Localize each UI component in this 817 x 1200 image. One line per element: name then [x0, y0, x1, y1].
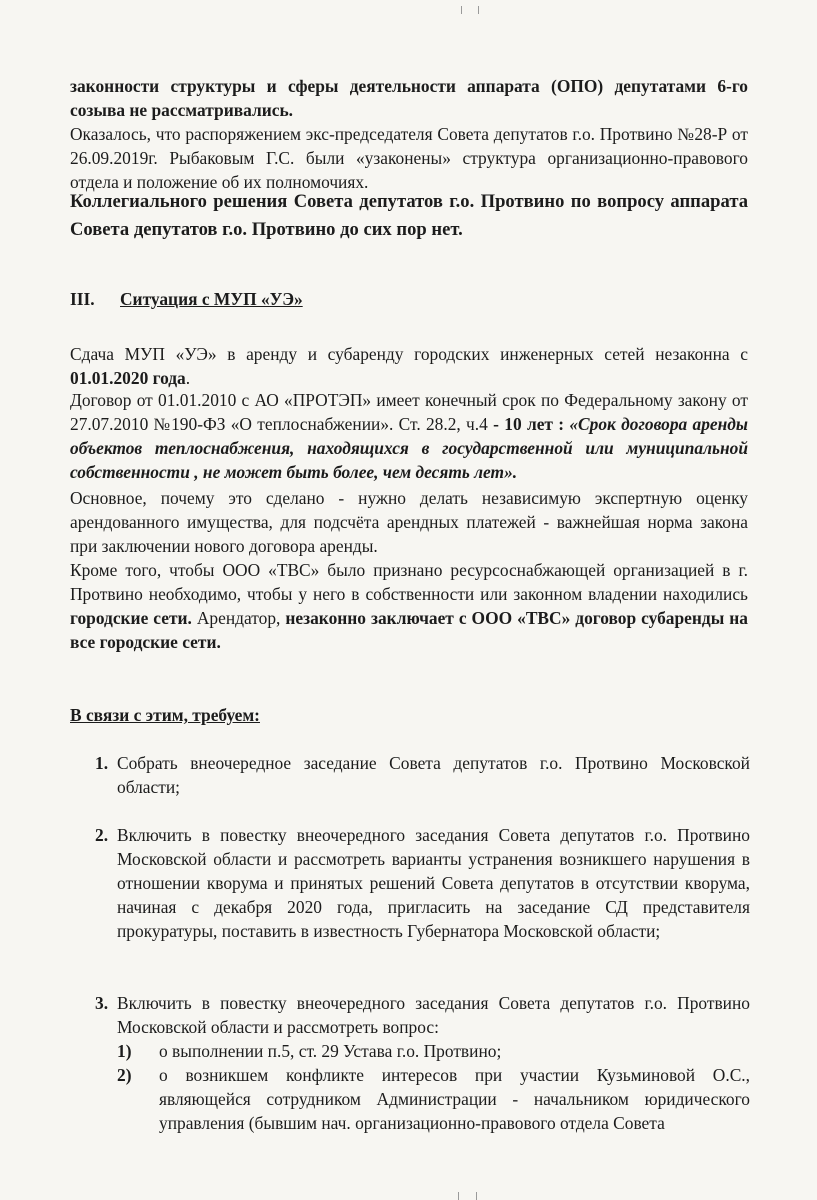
item-text: Включить в повестку внеочередного заседания Совета депутатов г.о. Протвино Московской области и рассмотреть вопрос:: [117, 993, 750, 1037]
item-text: Включить в повестку внеочередного заседания Совета депутатов г.о. Протвино Московской области и рассмотреть варианты устранения возникшего нарушения в отношении кворума и принятых решений Совета депутатов в отсутствии кворума, начиная с декабря 2020 года, пригласить на заседание СД представителя прокуратуры, поставить в известность Губернатора Московской области;: [117, 825, 750, 941]
demand-subitem: [117, 1063, 750, 1135]
paragraph-text: Сдача МУП «УЭ» в аренду и субаренду городских инженерных сетей незаконна с: [70, 344, 748, 364]
scan-mark: [478, 6, 479, 14]
paragraph-tvs: [70, 558, 748, 654]
paragraph-text: Договор от 01.01.2010 с АО «ПРОТЭП» имеет конечный срок по Федеральному закону от 27.07.2010 №190-ФЗ «О теплоснабжении». Ст. 28.2, ч.4: [70, 390, 748, 434]
paragraph-lease-illegal: [70, 342, 748, 390]
item-number: 3.: [95, 993, 109, 1013]
bold-term: - 10 лет :: [493, 414, 570, 434]
bold-city-networks: городские сети.: [70, 608, 192, 628]
law-quote: «Срок договора аренды объектов теплоснабжения, находящихся в государственной или муниципальной собственности , не может быть более, чем десять лет».: [70, 414, 748, 482]
paragraph-text: Оказалось, что распоряжением экс-председателя Совета депутатов г.о. Протвино №28-Р от 26.09.2019г. Рыбаковым Г.С. были «узаконены» структура организационно-правового отдела и положение об их полномочиях.: [70, 124, 748, 192]
item-number: 2.: [95, 825, 109, 845]
paragraph-bold-lead: законности структуры и сферы деятельности аппарата (ОПО) депутатами 6-го созыва не рассматривались.: [70, 76, 748, 120]
paragraph-rybakov-order: [70, 122, 748, 194]
scan-mark: [461, 6, 462, 14]
paragraph-protep-contract: [70, 388, 748, 484]
item-text: Собрать внеочередное заседание Совета депутатов г.о. Протвино Московской области;: [117, 753, 750, 797]
section-heading: [70, 289, 303, 310]
subitem-text: о выполнении п.5, ст. 29 Устава г.о. Протвино;: [159, 1041, 502, 1061]
demands-title: В связи с этим, требуем:: [70, 705, 260, 725]
demand-subitem: [117, 1039, 750, 1063]
demand-item: [95, 751, 750, 799]
section-title: Ситуация с МУП «УЭ»: [120, 289, 303, 309]
section-number: III.: [70, 289, 95, 309]
paragraph-tail: .: [185, 368, 191, 388]
item-number: 1.: [95, 753, 109, 773]
subitem-number: 2): [117, 1065, 132, 1085]
paragraph-bold-text: Коллегиального решения Совета депутатов г.о. Протвино по вопросу аппарата Совета депутатов г.о. Протвино до сих пор нет.: [70, 191, 748, 240]
paragraph-text: Основное, почему это сделано - нужно делать независимую экспертную оценку арендованного имущества, для подсчёта арендных платежей - важнейшая норма закона при заключении нового договора аренды.: [70, 488, 748, 556]
paragraph-no-decision: [70, 188, 748, 244]
paragraph-mid: Арендатор,: [191, 608, 286, 628]
paragraph-text: Кроме того, чтобы ООО «ТВС» было признано ресурсоснабжающей организацией в г. Протвино необходимо, чтобы у него в собственности или законном владении находились: [70, 560, 748, 604]
scan-mark: [458, 1192, 459, 1200]
paragraph-opo-review: [70, 74, 748, 122]
scan-mark: [476, 1192, 477, 1200]
demand-item: [95, 991, 750, 1039]
bold-date: 01.01.2020 года: [70, 368, 186, 388]
paragraph-appraisal: [70, 486, 748, 558]
bold-sublease: незаконно заключает с ООО «ТВС» договор субаренды на все городские сети.: [70, 608, 748, 652]
subitem-text: о возникшем конфликте интересов при участии Кузьминовой О.С., являющейся сотрудником Администрации - начальником юридического управления (бывшим нач. организационно-правового отдела Совета: [159, 1065, 750, 1133]
demand-item: [95, 823, 750, 943]
subitem-number: 1): [117, 1041, 132, 1061]
